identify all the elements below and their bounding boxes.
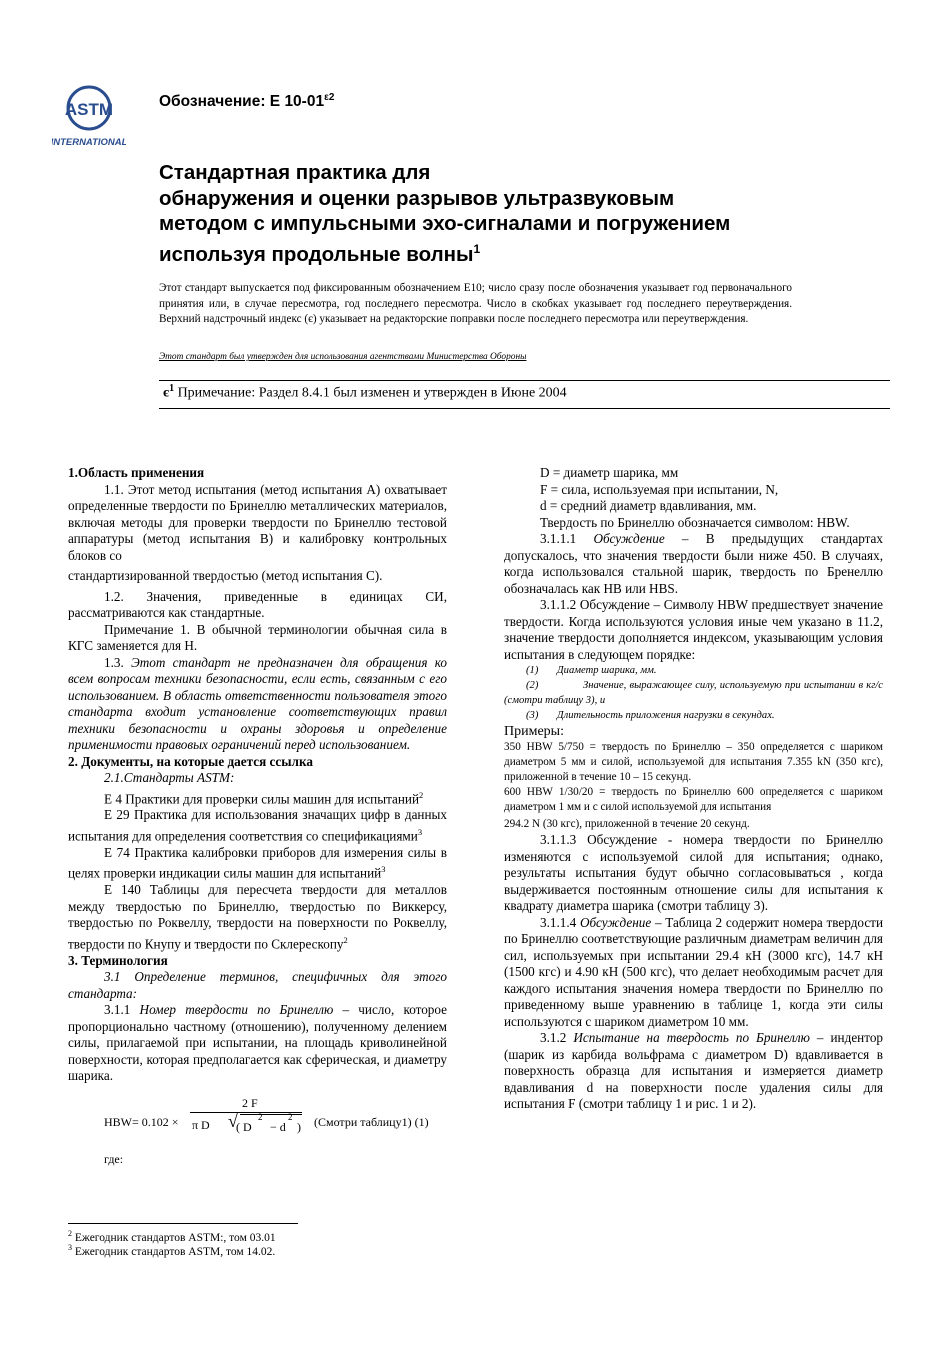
title-line-4-text: используя продольные волны	[159, 242, 474, 266]
note-sup: 1	[169, 383, 175, 394]
para-3-1-1-1-num: 3.1.1.1	[540, 531, 594, 546]
ref-e74-sup: 3	[381, 864, 386, 875]
list-item-2-text: Значение, выражающее силу, используемую при испытании в кг/с (смотри таблицу 3), и	[504, 680, 883, 706]
para-3-1-1-4-num: 3.1.1.4	[540, 914, 580, 930]
ref-e74	[68, 845, 447, 882]
para-3-1-2	[504, 1030, 883, 1113]
para-3-1-1-1-term: Обсуждение	[593, 531, 665, 546]
example-2-end: 294.2 N (30 кгс), приложенной в течение 20 секунд.	[504, 818, 750, 830]
where-label: где:	[104, 1151, 124, 1166]
para-1-3	[68, 655, 447, 754]
designation-sup: ε2	[324, 92, 335, 103]
divider-bottom	[159, 408, 890, 409]
formula-sq-1: 2	[258, 1111, 263, 1122]
example-1: 350 HBW 5/750 = твердость по Бринеллю – 350 определяется с шариком диаметром 5 мм и силой, используемой для испытания 7.355 kN (350 кгс), приложенной в течение 10 – 15 секунд.	[504, 741, 883, 783]
para-3-1-1-3: 3.1.1.3 Обсуждение - номера твердости по Бринеллю изменяются с используемой силой для испытания; однако, результаты испытания будут обычно согласовываться , когда выдерживается постоянным отношение силы для испытания к квадрату диаметра шарика (смотри таблицу 3).	[504, 832, 883, 913]
para-2-1: 2.1.Стандарты ASTM:	[104, 770, 235, 785]
para-3-1-1-2: 3.1.1.2 Обсуждение – Символу HBW предшествует значение твердости. Когда используются условия иные чем указано в 11.2, значение твердости дополняется индексом, указывающим условия испытания в следующем порядке:	[504, 597, 883, 662]
ref-e4	[68, 787, 447, 808]
para-3-1-2-text: – индентор (шарик из карбида вольфрама с диаметром D) вдавливается в поверхность образца для испытания и измеряется диаметр вдавливания d на поверхности после удаления силы для испытания F (смотри таблицу 1 и рис. 1 и 2).	[504, 1030, 884, 1111]
designation	[159, 92, 334, 111]
para-3-1-1-1-text: – В предыдущих стандартах допускалось, что значения твердости были ниже 450. В случаях, когда использовался стальной шарик, твердость по Бренеллю обозначалась как HB или HBS.	[504, 531, 883, 596]
footnote-divider	[68, 1223, 298, 1224]
footnote-2-num: 2	[68, 1229, 72, 1238]
para-3-1-2-num: 3.1.2	[540, 1030, 574, 1045]
ref-e140-text: Е 140 Таблицы для пересчета твердости для металлов между твердостью по Бринеллю, твердостью по Виккерсу, твердостью по Роквеллу, твердости на поверхности по Роквеллу, твердости по Кнупу и твердости по Склерескопу	[68, 882, 447, 952]
list-item-1	[504, 663, 883, 678]
formula-sq-2: 2	[288, 1111, 293, 1122]
issued-statement: Этот стандарт выпускается под фиксированным обозначением E10; число сразу после обозначения указывает год первоначального принятия или, в случае пересмотра, год последнего пересмотра. Число в скобках указывает год последнего переутверждения. Верхний надстрочный индекс (є) указывает на редакторские поправки после последнего пересмотра или переутверждения.	[159, 282, 792, 325]
hbw-formula	[68, 1095, 447, 1151]
hbw-symbol: Твердость по Бринеллю обозначается символом: HBW.	[540, 514, 850, 530]
editorial-note	[163, 383, 567, 402]
footnote-3-num: 3	[68, 1243, 72, 1252]
def-F: F = сила, используемая при испытании, N,	[540, 481, 779, 497]
footnote-2-text: Ежегодник стандартов ASTM:, том 03.01	[72, 1231, 276, 1244]
para-1-3-text: Этот стандарт не предназначен для обращения ко всем вопросам техники безопасности, если есть, связанным с его использованием. В область ответственности пользователя этого стандарта входит установление соответствующих правил техники безопасности и охраны здоровья и определение применимости правовых ограничений перед использованием.	[68, 654, 448, 752]
para-3-1-1-text: – число, которое пропорционально частному (отношению), полученному делением силы, прилагаемой при испытании, на площадь криволинейной поверхности, которая предполагается как сферическая, и диаметру шарика.	[68, 1002, 447, 1084]
title-sup: 1	[473, 241, 481, 256]
footnote-3	[68, 1243, 275, 1258]
logo-mark-text: ASTM	[64, 100, 114, 119]
ref-e4-text: Е 4 Практики для проверки силы машин для испытаний	[104, 790, 420, 806]
example-2: 600 HBW 1/30/20 = твердость по Бринеллю 600 определяется с шариком диаметром 1 мм и с силой используемой для испытания	[504, 786, 883, 813]
formula-fraction-bar	[190, 1112, 302, 1113]
section-3-heading: 3. Терминология	[68, 952, 168, 968]
list-item-3-text: Длительность приложения нагрузки в секундах.	[556, 710, 775, 721]
ref-e140-sup: 2	[343, 934, 348, 945]
title-line-3: методом с импульсными эхо-сигналами и погружением	[159, 212, 731, 235]
formula-numerator: 2 F	[242, 1095, 258, 1110]
ref-e29	[68, 807, 447, 844]
para-3-1-1-term: Номер твердости по Бринеллю	[139, 1002, 334, 1018]
note-1: Примечание 1. В обычной терминологии обычная сила в КГС заменяется для Н.	[68, 621, 447, 653]
list-item-2-num: (2)	[526, 680, 539, 691]
formula-lhs: HBW= 0.102 ×	[104, 1114, 179, 1129]
formula-den-pi: π D	[192, 1117, 210, 1132]
note-epsilon: є	[163, 385, 170, 401]
title-line-2: обнаружения и оценки разрывов ультразвуковым	[159, 186, 675, 210]
para-3-1-1-4	[504, 915, 883, 1031]
ref-e29-sup: 3	[417, 826, 423, 837]
footnote-2	[68, 1229, 276, 1244]
page-title	[159, 160, 879, 267]
list-item-2	[504, 678, 883, 708]
def-D: D = диаметр шарика, мм	[540, 465, 679, 480]
section-2-heading: 2. Документы, на которые дается ссылка	[68, 753, 313, 769]
section-1-heading: 1.Область применения	[68, 465, 205, 480]
note-text: Примечание: Раздел 8.4.1 был изменен и утвержден в Июне 2004	[174, 385, 567, 401]
formula-ref: (Смотри таблицу1) (1)	[314, 1114, 429, 1129]
approved-statement: Этот стандарт был утвержден для использования агентствами Министерства Обороны	[159, 352, 527, 362]
designation-label: Обозначение: E 10-01	[159, 93, 325, 111]
list-item-1-text: Диаметр шарика, мм.	[556, 665, 657, 676]
formula-sqrt-sign: √	[228, 1110, 238, 1131]
para-3-1-1-1	[504, 531, 883, 597]
para-3-1-1-num: 3.1.1	[104, 1002, 140, 1018]
para-3-1-1	[68, 1002, 447, 1085]
ref-e140	[68, 882, 447, 952]
para-1-2: 1.2. Значения, приведенные в единицах СИ, рассматриваются как стандартные.	[68, 588, 447, 620]
title-line-4	[159, 237, 879, 267]
para-1-3-num: 1.3.	[104, 654, 132, 670]
def-d: d = средний диаметр вдавливания, мм.	[540, 498, 757, 513]
list-item-3	[504, 708, 883, 723]
divider-top	[159, 380, 890, 381]
examples-heading: Примеры:	[504, 724, 564, 739]
title-line-1: Стандартная практика для	[159, 161, 431, 184]
para-3-1-1-4-term: Обсуждение	[580, 914, 652, 930]
astm-logo	[52, 84, 126, 148]
list-item-1-num: (1)	[526, 665, 539, 676]
list-item-3-num: (3)	[526, 710, 539, 721]
formula-den-inner: ( D	[236, 1119, 252, 1134]
right-column	[504, 465, 883, 1113]
para-3-1-1-4-text: – Таблица 2 содержит номера твердости по Бринеллю соответствующие различным диаметрам величин для сил, используемых при испытании 29.4 кН (3000 кгс), 14.7 кН (1500 кгс) и 4.90 кН (500 кгс), что делает необходимым расчет для каждого испытания значения номера твердости по Бринеллю по приведенному выше уравнению в таблице 1, когда эти силы используются с шариком диаметром 10 мм.	[504, 914, 884, 1029]
formula-sqrt-bar	[240, 1114, 302, 1115]
left-column	[68, 465, 447, 1167]
footnote-3-text: Ежегодник стандартов ASTM, том 14.02.	[72, 1245, 276, 1258]
para-1-1-end: стандартизированной твердостью (метод испытания С).	[68, 568, 383, 583]
para-3-1: 3.1 Определение терминов, специфичных для этого стандарта:	[68, 969, 447, 1001]
formula-close: )	[297, 1119, 301, 1134]
formula-minus-d: − d	[270, 1119, 286, 1134]
para-3-1-2-term: Испытание на твердость по Бринеллю	[573, 1030, 810, 1045]
ref-e4-sup: 2	[419, 789, 424, 800]
para-1-1: 1.1. Этот метод испытания (метод испытания А) охватывает определенные твердости по Бринеллю металлических материалов, включая методы для проверки твердости по Бринеллю тестовой аппаратуры (метод испытания В) и калибровку контрольных блоков со	[68, 481, 447, 563]
ref-e29-text: Е 29 Практика для использования значащих цифр в данных испытания для определения соответствия со спецификациями	[68, 807, 447, 844]
ref-e74-text: Е 74 Практика калибровки приборов для измерения силы в целях проверки индикации силы машин для испытаний	[68, 844, 447, 881]
logo-international-text: INTERNATIONAL	[52, 137, 126, 148]
